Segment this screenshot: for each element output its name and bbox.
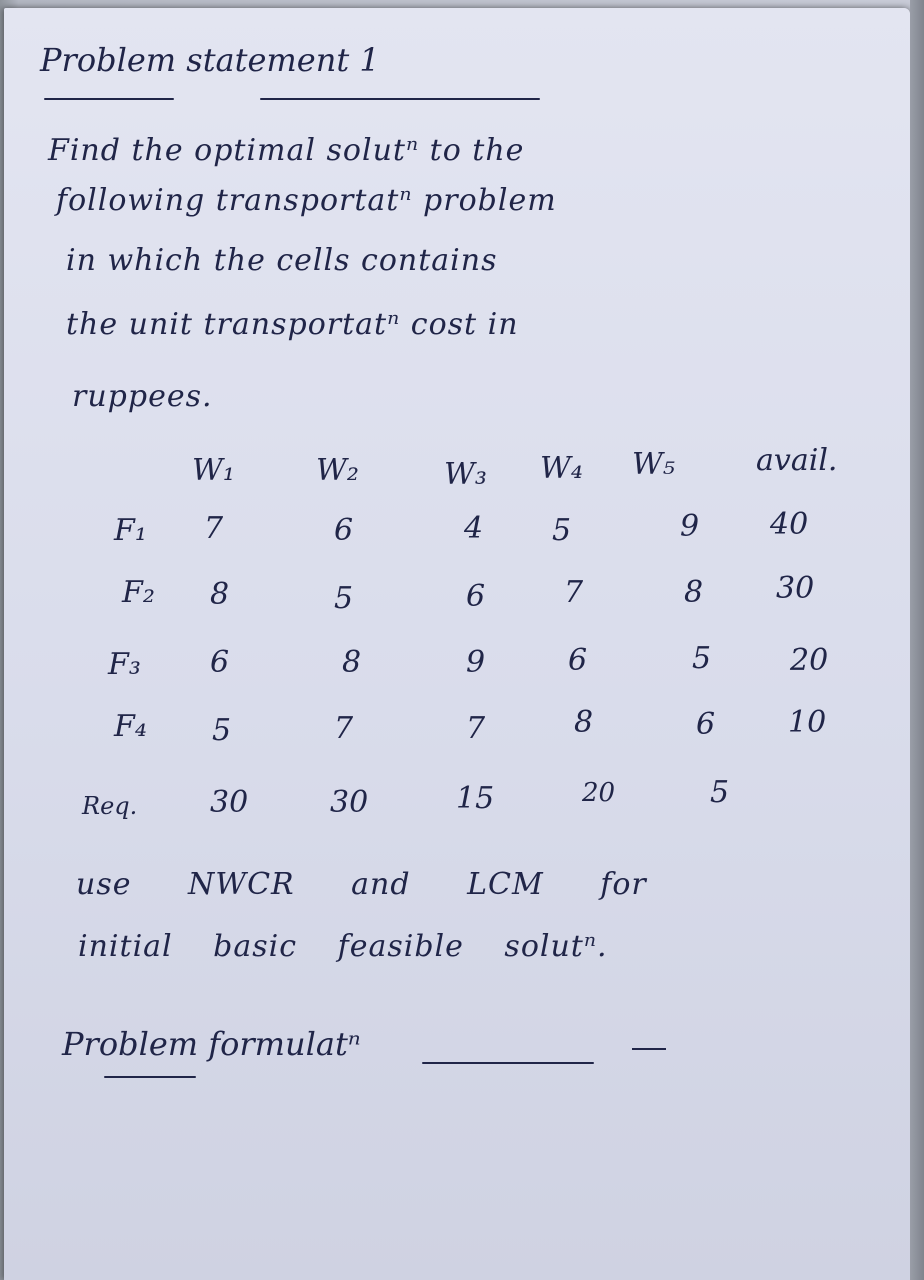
col-header: W₄ (540, 451, 583, 486)
row-label: F₄ (114, 709, 147, 744)
table-cell-avail: 40 (770, 507, 809, 542)
col-header: W₂ (316, 453, 359, 488)
table-cell: 7 (466, 711, 486, 746)
requirement: 30 (210, 785, 249, 820)
table-cell-avail: 30 (776, 571, 815, 606)
formulation-underline-2 (422, 1062, 594, 1064)
col-header: W₃ (444, 457, 487, 492)
table-cell: 4 (464, 511, 484, 546)
table-edge (910, 0, 924, 1280)
instruction-line-2: initial basic feasible solutⁿ. (78, 929, 608, 964)
table-cell-avail: 20 (790, 643, 829, 678)
paper-sheet (4, 8, 910, 1280)
statement-line-4: the unit transportatⁿ cost in (66, 307, 519, 342)
col-header: avail. (756, 443, 838, 478)
table-cell: 5 (552, 513, 572, 548)
table-cell: 8 (342, 645, 362, 680)
col-header: W₅ (632, 447, 675, 482)
table-cell: 8 (684, 575, 704, 610)
table-cell: 6 (210, 645, 230, 680)
heading-underline-2 (260, 98, 540, 100)
row-label: F₁ (114, 513, 147, 548)
table-cell: 6 (568, 643, 588, 678)
requirement: 15 (456, 781, 495, 816)
formulation-heading: Problem formulatⁿ (62, 1025, 361, 1063)
requirement: 5 (710, 775, 730, 810)
table-cell: 6 (334, 513, 354, 548)
table-cell: 5 (212, 713, 232, 748)
statement-line-5: ruppees. (72, 379, 213, 414)
table-cell: 6 (466, 579, 486, 614)
req-label: Req. (82, 792, 138, 820)
table-cell: 8 (574, 705, 594, 740)
trailing-dash (632, 1048, 666, 1050)
heading-underline (44, 98, 174, 100)
row-label: F₂ (122, 575, 155, 610)
statement-line-3: in which the cells contains (66, 243, 498, 278)
table-cell: 7 (564, 575, 584, 610)
heading: Problem statement 1 (40, 41, 380, 79)
table-cell-avail: 10 (788, 705, 827, 740)
table-cell: 6 (696, 707, 716, 742)
table-cell: 9 (680, 509, 700, 544)
table-cell: 9 (466, 645, 486, 680)
table-cell: 7 (204, 511, 224, 546)
row-label: F₃ (108, 647, 141, 682)
col-header: W₁ (192, 453, 235, 488)
statement-line-2: following transportatⁿ problem (56, 183, 557, 218)
formulation-underline (104, 1076, 196, 1078)
requirement: 30 (330, 785, 369, 820)
table-cell: 8 (210, 577, 230, 612)
table-cell: 7 (334, 711, 354, 746)
instruction-line-1: use NWCR and LCM for (76, 867, 647, 902)
table-cell: 5 (692, 641, 712, 676)
requirement: 20 (582, 778, 616, 808)
table-cell: 5 (334, 581, 354, 616)
statement-line-1: Find the optimal solutⁿ to the (48, 133, 525, 168)
